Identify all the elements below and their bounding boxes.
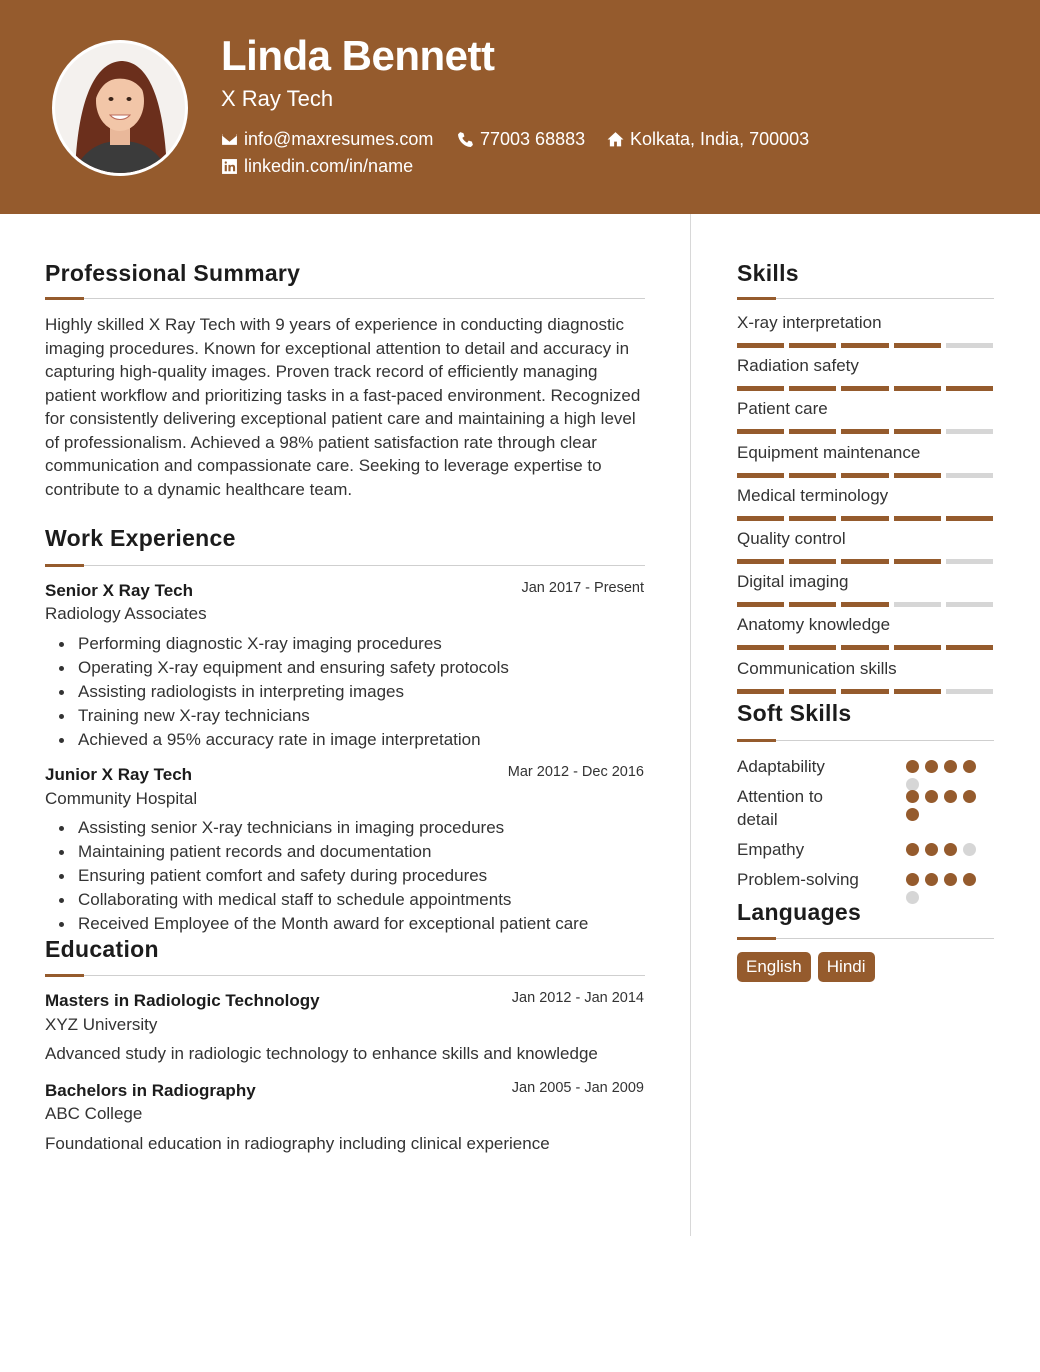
degree-date: Jan 2012 - Jan 2014 [511,990,644,1006]
profile-photo [52,40,188,176]
rating-dot [963,843,976,856]
linkedin-icon [221,158,238,175]
soft-skill-rating [906,790,976,821]
skill-level-bar [737,386,993,391]
skill-level-segment [894,386,941,391]
skill-level-segment [737,429,784,434]
rating-dot [944,760,957,773]
job-organization: Community Hospital [45,789,198,808]
skill-level-segment [894,559,941,564]
candidate-name: Linda Bennett [221,32,495,79]
summary-accent [45,297,84,300]
phone-icon [457,131,474,148]
skill-level-segment [894,645,941,650]
skill-name: Patient care [737,399,828,419]
skill-level-segment [789,343,836,348]
skill-level-segment [946,559,993,564]
skill-level-segment [841,516,888,521]
resume-header [0,0,1040,214]
soft-skill-name: Adaptability [737,757,825,776]
rating-dot [963,760,976,773]
summary-heading: Professional Summary [45,260,301,286]
soft-skills-heading: Soft Skills [737,700,852,726]
rating-dot [963,873,976,886]
skill-level-segment [737,645,784,650]
job-bullet: Received Employee of the Month award for exceptional patient care [78,912,588,936]
rating-dot [906,873,919,886]
skill-level-segment [946,689,993,694]
experience-heading: Work Experience [45,525,236,551]
skill-level-segment [789,473,836,478]
contact-phone[interactable] [457,129,585,150]
skill-level-segment [841,386,888,391]
soft-skill-name: Empathy [737,840,805,859]
school-name: XYZ University [45,1015,158,1034]
language-badge: Hindi [818,952,875,982]
skill-level-segment [894,689,941,694]
skill-level-bar [737,645,993,650]
skill-level-bar [737,516,993,521]
skill-level-segment [946,602,993,607]
job-bullets [78,816,588,936]
rating-dot [925,760,938,773]
skill-level-segment [737,473,784,478]
skill-level-segment [841,343,888,348]
degree-description: Foundational education in radiography including clinical experience [45,1134,550,1153]
envelope-icon [221,131,238,148]
contact-email[interactable] [221,129,433,150]
skill-level-segment [737,386,784,391]
rating-dot [944,873,957,886]
summary-text: Highly skilled X Ray Tech with 9 years of experience in conducting diagnostic imaging procedures. Known for exceptional attention to detail and accuracy in capturing high-quality images. Proven track record of efficiently managing patient workflow and prioritizing tasks in a fast-paced environment. Recognized for consistently delivering exceptional patient care and maintaining a high level of professionalism. Achieved a 98% patient satisfaction rate through clear communication and compassionate care. Seeking to leverage expertise to contribute to a dynamic healthcare team. [45,315,641,499]
rating-dot [906,760,919,773]
skill-level-segment [841,559,888,564]
skill-level-segment [841,645,888,650]
job-bullet: Achieved a 95% accuracy rate in image interpretation [78,728,509,752]
job-organization: Radiology Associates [45,604,207,623]
degree-title: Bachelors in Radiography [45,1081,256,1100]
soft-skill-rating [906,760,976,791]
summary-rule [45,298,645,299]
skill-level-segment [946,429,993,434]
skill-level-segment [737,516,784,521]
rating-dot [944,843,957,856]
skill-name: Radiation safety [737,356,859,376]
degree-description: Advanced study in radiologic technology to enhance skills and knowledge [45,1044,598,1063]
experience-accent [45,564,84,567]
rating-dot [963,790,976,803]
skill-level-segment [894,429,941,434]
skill-level-segment [737,559,784,564]
rating-dot [906,843,919,856]
job-bullet: Ensuring patient comfort and safety during procedures [78,864,588,888]
skill-level-segment [789,429,836,434]
skill-level-segment [894,516,941,521]
rating-dot [925,790,938,803]
skill-level-bar [737,689,993,694]
job-title: Junior X Ray Tech [45,765,193,784]
skill-level-bar [737,343,993,348]
skill-level-segment [789,602,836,607]
skill-level-segment [789,645,836,650]
location-text: Kolkata, India, 700003 [630,129,810,149]
degree-title: Masters in Radiologic Technology [45,991,320,1010]
skills-accent [737,297,776,300]
job-bullet: Operating X-ray equipment and ensuring safety protocols [78,656,509,680]
rating-dot [925,873,938,886]
contact-linkedin[interactable] [221,156,413,177]
languages-list [737,952,875,982]
candidate-role: X Ray Tech [221,86,334,111]
skill-name: Medical terminology [737,485,889,505]
skill-level-segment [841,689,888,694]
skill-level-segment [841,429,888,434]
skill-level-segment [946,516,993,521]
email-text: info@maxresumes.com [244,129,434,149]
job-bullet: Collaborating with medical staff to schedule appointments [78,888,588,912]
soft-skills-accent [737,739,776,742]
job-bullets [78,632,509,752]
skill-level-bar [737,602,993,607]
school-name: ABC College [45,1104,143,1123]
education-accent [45,974,84,977]
skill-name: X-ray interpretation [737,313,882,332]
skill-level-segment [737,602,784,607]
job-bullet: Performing diagnostic X-ray imaging procedures [78,632,509,656]
profile-photo-illustration [55,43,185,173]
rating-dot [906,790,919,803]
skill-level-segment [737,343,784,348]
column-divider [690,214,691,1236]
languages-accent [737,937,776,940]
skill-level-segment [789,516,836,521]
linkedin-text: linkedin.com/in/name [244,156,414,176]
skill-name: Quality control [737,529,846,548]
job-bullet: Assisting radiologists in interpreting images [78,680,509,704]
languages-heading: Languages [737,899,862,925]
skill-level-segment [737,689,784,694]
rating-dot [944,790,957,803]
job-bullet: Training new X-ray technicians [78,704,509,728]
skill-level-segment [946,645,993,650]
skill-level-segment [894,343,941,348]
rating-dot [925,843,938,856]
soft-skill-rating [906,843,976,856]
job-bullet: Assisting senior X-ray technicians in imaging procedures [78,816,588,840]
job-date: Mar 2012 - Dec 2016 [507,764,644,780]
skill-name: Anatomy knowledge [737,615,891,635]
job-date: Jan 2017 - Present [521,580,644,596]
education-heading: Education [45,936,159,962]
skill-level-bar [737,559,993,564]
skill-level-segment [789,559,836,564]
skill-level-segment [789,689,836,694]
skill-level-bar [737,473,993,478]
soft-skill-name: Problem-solving [737,870,859,889]
soft-skill-rating [906,873,976,904]
skill-level-segment [894,473,941,478]
skill-level-segment [841,473,888,478]
skill-level-segment [894,602,941,607]
skill-level-bar [737,429,993,434]
degree-date: Jan 2005 - Jan 2009 [511,1080,644,1096]
skill-name: Communication skills [737,658,897,678]
skills-heading: Skills [737,260,799,286]
rating-dot [906,808,919,821]
experience-rule [45,565,645,566]
soft-skill-name: Attention to detail [737,787,824,829]
skill-level-segment [946,386,993,391]
job-bullet: Maintaining patient records and documentation [78,840,588,864]
skill-name: Digital imaging [737,572,849,592]
education-rule [45,975,645,976]
skill-level-segment [946,473,993,478]
rating-dot [906,891,919,904]
skill-level-segment [946,343,993,348]
phone-text: 77003 68883 [480,129,586,149]
skill-name: Equipment maintenance [737,442,921,462]
skill-level-segment [789,386,836,391]
language-badge: English [737,952,811,982]
home-icon [607,131,624,148]
contact-location [607,129,809,150]
job-title: Senior X Ray Tech [45,581,194,600]
skill-level-segment [841,602,888,607]
